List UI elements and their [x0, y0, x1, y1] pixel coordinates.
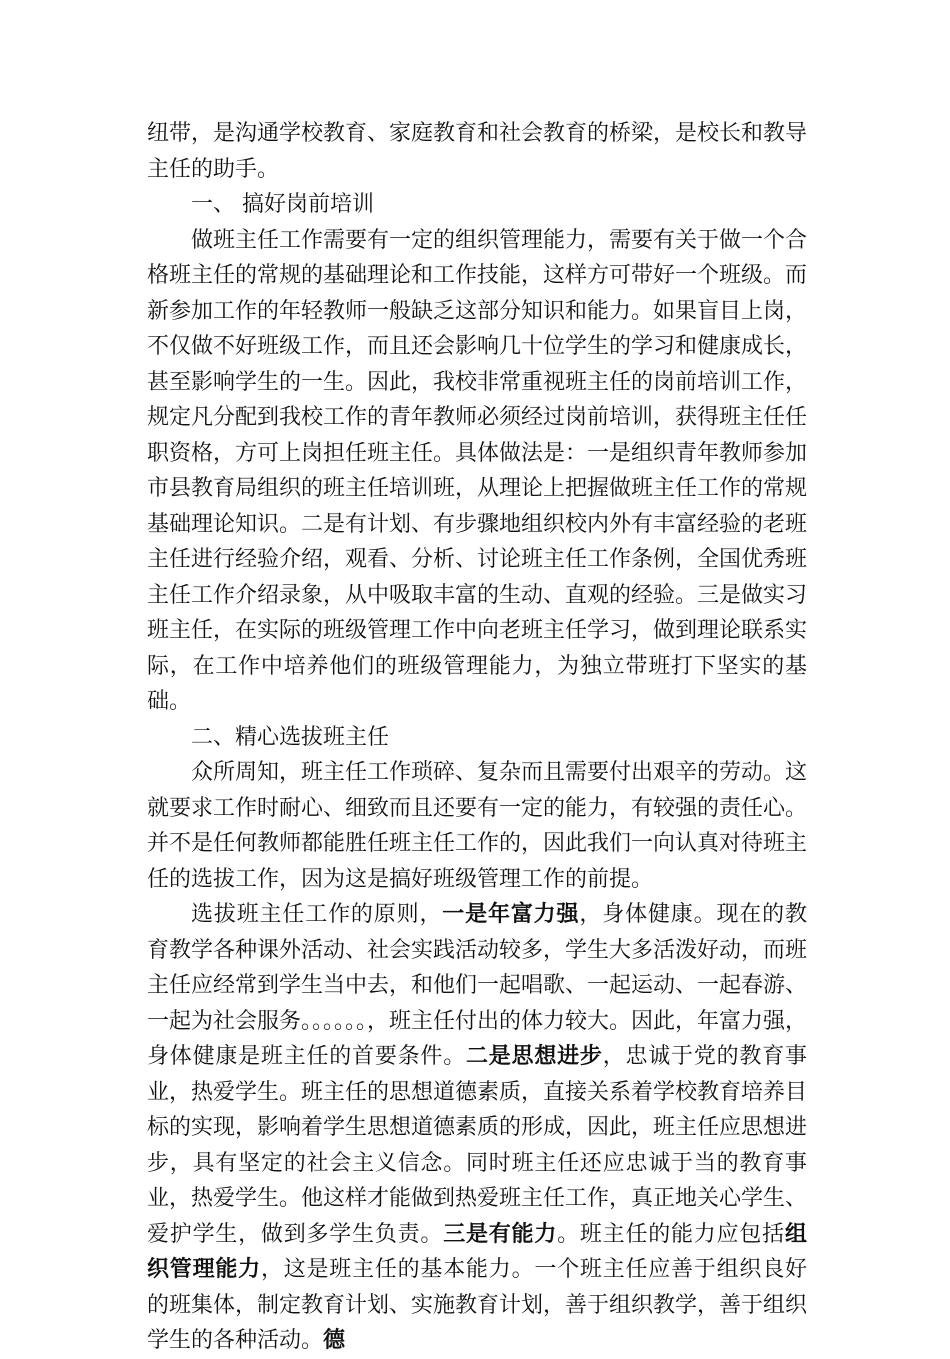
- section-heading-1: 一、 搞好岗前培训: [191, 192, 374, 217]
- principles-text-5: ，这是班主任的基本能力。一个班主任应善于组织良好的班集体，制定教育计划、实施教育计划，善于组织教学，善于组织学生的各种活动。: [147, 1257, 808, 1353]
- paragraph-selection-intro: 众所周知，班主任工作琐碎、复杂而且需要付出艰辛的劳动。这就要求工作时耐心、细致而且还要有一定的能力，有较强的责任心。并不是任何教师都能胜任班主任工作的，因此我们一向认真对待班主任的选拔工作，因为这是搞好班级管理工作的前提。: [147, 760, 808, 892]
- document-body: [147, 116, 807, 1359]
- ability-bold: 组织管理能力: [147, 1220, 807, 1282]
- principles-text-1: 选拔班主任工作的原则，: [191, 902, 443, 927]
- principles-text-2: ，身体健康。现在的教育教学各种课外活动、社会实践活动较多，学生大多活泼好动，而班主任应经常到学生当中去，和他们一起唱歌、一起运动、一起春游、一起为社会服务。。。。。。，班主任付出的体力较大。因此，年富力强，身体健康是班主任的首要条件。: [147, 902, 808, 1069]
- principle-3-bold: 三是有能力: [443, 1220, 558, 1247]
- trailing-bold-char: 德: [323, 1327, 346, 1353]
- section-heading-2: 二、精心选拔班主任: [191, 724, 390, 750]
- paragraph-training: 做班主任工作需要有一定的组织管理能力，需要有关于做一个合格班主任的常规的基础理论和工作技能，这样方可带好一个班级。而新参加工作的年轻教师一般缺乏这部分知识和能力。如果盲目上岗，不仅做不好班级工作，而且还会影响几十位学生的学习和健康成长，甚至影响学生的一生。因此，我校非常重视班主任的岗前培训工作，规定凡分配到我校工作的青年教师必须经过岗前培训，获得班主任任职资格，方可上岗担任班主任。具体做法是：一是组织青年教师参加市县教育局组织的班主任培训班，从理论上把握做班主任工作的常规基础理论知识。二是有计划、有步骤地组织校内外有丰富经验的老班主任进行经验介绍，观看、分析、讨论班主任工作条例，全国优秀班主任工作介绍录象，从中吸取丰富的生动、直观的经验。三是做实习班主任，在实际的班级管理工作中向老班主任学习，做到理论联系实际，在工作中培养他们的班级管理能力，为独立带班打下坚实的基础。: [147, 227, 808, 714]
- principles-text-4: 。班主任的能力应包括: [557, 1221, 785, 1247]
- paragraph-continuation: 纽带，是沟通学校教育、家庭教育和社会教育的桥梁，是校长和教导主任的助手。: [147, 121, 808, 182]
- paragraph-selection-principles: [147, 897, 807, 1359]
- principle-2-bold: 二是思想进步: [465, 1043, 603, 1069]
- principles-text-3: ，忠诚于党的教育事业，热爱学生。班主任的思想道德素质，直接关系着学校教育培养目标的实现，影响着学生思想道德素质的形成，因此，班主任应思想进步，具有坚定的社会主义信念。同时班主任还应忠诚于当的教育事业，热爱学生。他这样才能做到热爱班主任工作，真正地关心学生、爱护学生，做到多学生负责。: [147, 1044, 808, 1247]
- principle-1-bold: 一是年富力强: [442, 901, 580, 927]
